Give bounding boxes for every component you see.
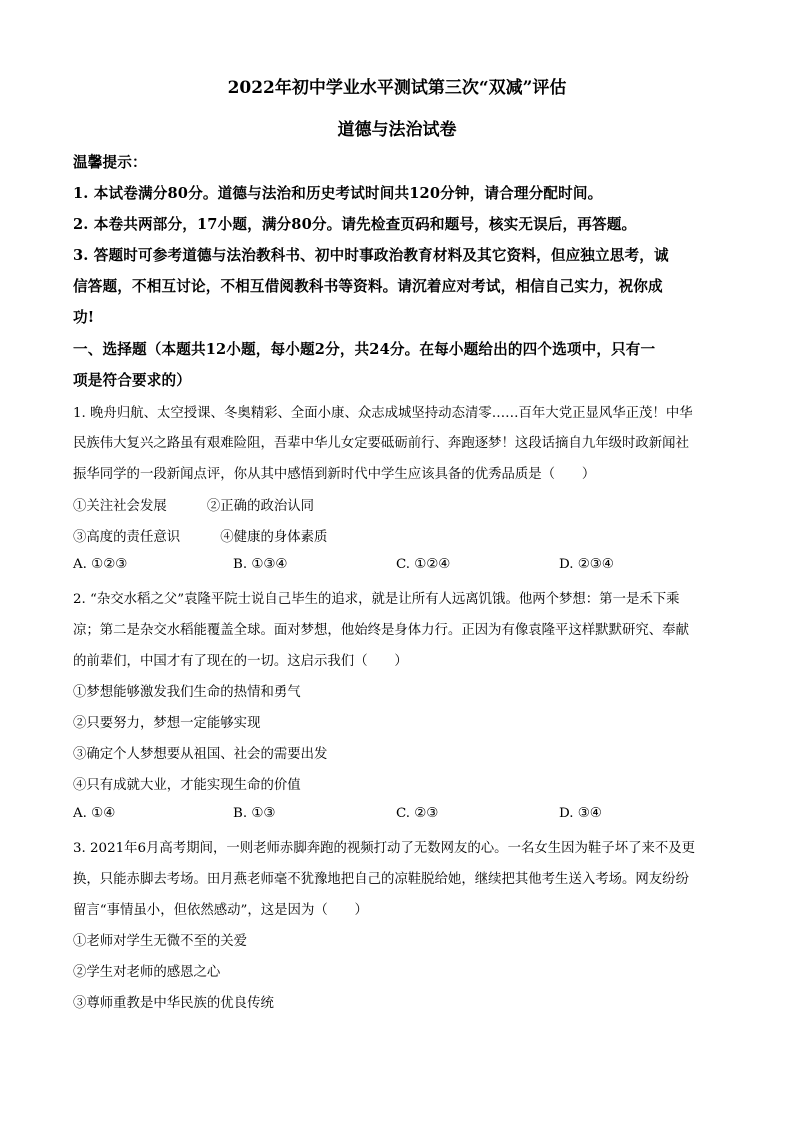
options-row [73,806,753,826]
option-b[interactable]: B. ①③ [233,806,276,821]
tip-item-2: 2. 本卷共两部分，17小题，满分80分。请先检查页码和题号，核实无误后，再答题。 [73,216,637,233]
exam-title: 2022年初中学业水平测试第三次“双减”评估 [227,78,567,98]
question-stem-line: 留言“事情虽小，但依然感动”，这是因为（ ） [73,903,368,918]
statement: ②学生对老师的感恩之心 [73,965,221,980]
exam-subtitle: 道德与法治试卷 [337,120,457,140]
question-stem-line: 凉；第二是杂交水稻能覆盖全球。面对梦想，他始终是身体力行。正因为有像袁隆平这样默默研究、奉献 [73,623,689,638]
option-c[interactable]: C. ①②④ [396,557,451,572]
tip-item-1: 1. 本试卷满分80分。道德与法治和历史考试时间共120分钟，请合理分配时间。 [73,185,603,202]
statement: ①梦想能够激发我们生命的热情和勇气 [73,685,301,700]
question-stem-line: 民族伟大复兴之路虽有艰难险阻，吾辈中华儿女定要砥砺前行、奔跑逐梦！这段话摘自九年级时政新闻社 [73,436,689,451]
option-b[interactable]: B. ①③④ [233,557,288,572]
option-c[interactable]: C. ②③ [396,806,439,821]
option-a[interactable]: A. ①④ [73,806,116,821]
question-stem-line: 换，只能赤脚去考场。田月燕老师毫不犹豫地把自己的凉鞋脱给她，继续把其他考生送入考场。网友纷纷 [73,872,689,887]
tip-item-3-line-3: 功! [73,309,95,326]
tip-item-3-line-2: 信答题，不相互讨论，不相互借阅教科书等资料。请沉着应对考试，相信自己实力，祝你成 [73,278,663,295]
question-stem-line: 2. “杂交水稻之父”袁隆平院士说自己毕生的追求，就是让所有人远离饥饿。他两个梦想：第一是禾下乘 [73,592,680,607]
option-d[interactable]: D. ②③④ [559,557,614,572]
options-row [73,557,753,577]
statement: ②只要努力，梦想一定能够实现 [73,716,261,731]
question-stem-line: 的前辈们，中国才有了现在的一切。这启示我们（ ） [73,654,408,669]
statement: ③确定个人梦想要从祖国、社会的需要出发 [73,747,328,762]
option-d[interactable]: D. ③④ [559,806,602,821]
tip-item-3-line-1: 3. 答题时可参考道德与法治教科书、初中时事政治教育材料及其它资料，但应独立思考，诚 [73,247,669,264]
tips-heading: 温馨提示： [73,154,147,171]
statement: ③高度的责任意识 ④健康的身体素质 [73,530,328,545]
option-a[interactable]: A. ①②③ [73,557,128,572]
statement: ④只有成就大业，才能实现生命的价值 [73,778,301,793]
statement: ①老师对学生无微不至的关爱 [73,934,248,949]
question-stem-line: 振华同学的一段新闻点评，你从其中感悟到新时代中学生应该具备的优秀品质是（ ） [73,467,596,482]
statement: ③尊师重教是中华民族的优良传统 [73,996,274,1011]
section-heading-line-2: 项是符合要求的） [73,372,191,389]
section-heading-line-1: 一、选择题（本题共12小题，每小题2分，共24分。在每小题给出的四个选项中，只有一 [73,341,656,358]
statement: ①关注社会发展 ②正确的政治认同 [73,499,315,514]
question-stem-line: 3. 2021年6月高考期间，一则老师赤脚奔跑的视频打动了无数网友的心。一名女生因为鞋子坏了来不及更 [73,841,696,856]
question-stem-line: 1. 晚舟归航、太空授课、冬奥精彩、全面小康、众志成城坚持动态清零……百年大党正显风华正茂！中华 [73,406,693,421]
